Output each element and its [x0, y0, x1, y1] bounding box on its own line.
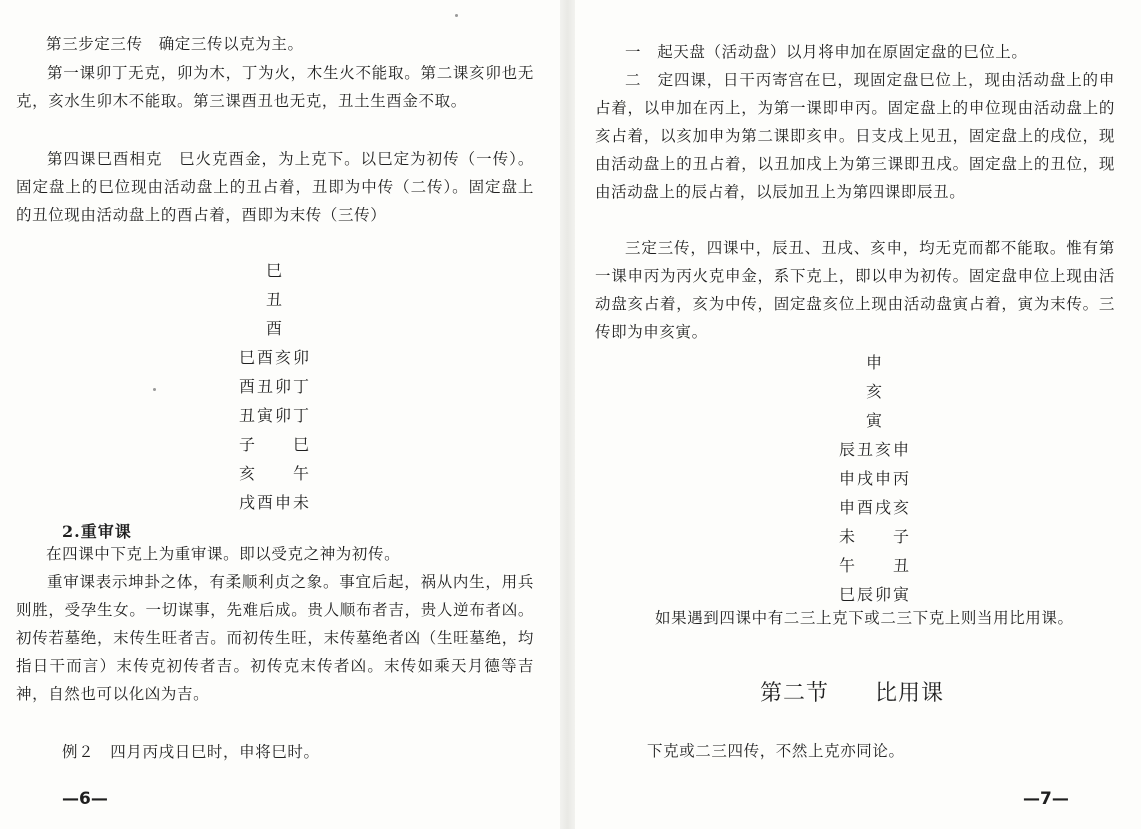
chart-line: 酉 — [265, 319, 284, 338]
chart-line: 子 巳 — [238, 435, 311, 454]
chart-line: 午 丑 — [838, 556, 911, 575]
right-para-rule: 下克或二三四传，不然上克亦同论。 — [647, 742, 905, 760]
chart-line: 巳酉亥卯 — [238, 348, 311, 367]
left-page — [0, 0, 560, 829]
chart-line: 申戌申丙 — [838, 469, 911, 488]
section-title: 第二节 比用课 — [760, 681, 945, 706]
chart-line: 巳 — [265, 261, 284, 280]
chart-line: 酉丑卯丁 — [238, 377, 311, 396]
left-subheading: 2.重审课 — [62, 522, 132, 541]
chart-line: 亥 午 — [238, 464, 311, 483]
right-page — [575, 0, 1141, 829]
left-para-step3: 第三步定三传 确定三传以克为主。 — [46, 35, 304, 53]
page-number-right: —7— — [1023, 789, 1069, 809]
right-para-step3: 三定三传，四课中，辰丑、丑戌、亥申，均无克而都不能取。惟有第一课申丙为丙火克申金，系下克上，即以申为初传。固定盘申位上现由活动盘亥占着，亥为中传，固定盘亥位上现由活动盘寅占着，寅为末传。三传即为申亥寅。 — [595, 239, 1115, 341]
scan-speck — [153, 388, 156, 391]
right-para-step1: 一 起天盘（活动盘）以月将申加在原固定盘的巳位上。 — [625, 43, 1028, 61]
right-para-step2: 二 定四课，日干丙寄宫在巳，现固定盘巳位上，现由活动盘上的申占着，以申加在丙上，为第一课即申丙。固定盘上的申位现由活动盘上的亥占着，以亥加申为第二课即亥申。日支戌上见丑，固定盘上的戌位，现由活动盘上的丑占着，以丑加戌上为第三课即丑戌。固定盘上的丑位，现由活动盘上的辰占着，以辰加丑上为第四课即辰丑。 — [595, 71, 1115, 201]
left-para-lessons-1-3: 第一课卯丁无克，卯为木，丁为火，木生火不能取。第二课亥卯也无克，亥水生卯木不能取。第三课酉丑也无克，丑土生酉金不取。 — [16, 64, 534, 110]
chart-line: 寅 — [865, 411, 884, 430]
right-lesson-chart — [790, 348, 960, 609]
chart-line: 巳辰卯寅 — [838, 585, 911, 604]
chart-line: 未 子 — [838, 527, 911, 546]
right-para-note: 如果遇到四课中有二三上克下或二三下克上则当用比用课。 — [655, 609, 1074, 627]
scan-speck — [455, 14, 458, 17]
book-gutter — [560, 0, 575, 829]
chart-line: 亥 — [865, 382, 884, 401]
chart-line: 戌酉申未 — [238, 493, 311, 512]
left-lesson-chart — [190, 256, 360, 517]
left-para-definition: 在四课中下克上为重审课。即以受克之神为初传。 — [46, 545, 401, 563]
chart-line: 丑寅卯丁 — [238, 406, 311, 425]
chart-line: 辰丑亥申 — [838, 440, 911, 459]
left-para-meaning: 重审课表示坤卦之体，有柔顺利贞之象。事宜后起，祸从内生，用兵则胜，受孕生女。一切谋事，先难后成。贵人顺布者吉，贵人逆布者凶。初传若墓绝，末传生旺者吉。而初传生旺，末传墓绝者凶（生旺墓绝，均指日干而言）末传克初传者吉。初传克末传者凶。末传如乘天月德等吉神，自然也可以化凶为吉。 — [16, 573, 534, 703]
left-para-lesson-4: 第四课巳酉相克 巳火克酉金，为上克下。以巳定为初传（一传）。固定盘上的巳位现由活动盘上的丑占着，丑即为中传（二传）。固定盘上的丑位现由活动盘上的酉占着，酉即为末传（三传） — [16, 150, 534, 224]
left-para-example: 例２ 四月丙戌日巳时，申将巳时。 — [62, 743, 320, 761]
chart-line: 丑 — [265, 290, 284, 309]
chart-line: 申酉戌亥 — [838, 498, 911, 517]
chart-line: 申 — [865, 353, 884, 372]
page-number-left: —6— — [62, 789, 108, 809]
